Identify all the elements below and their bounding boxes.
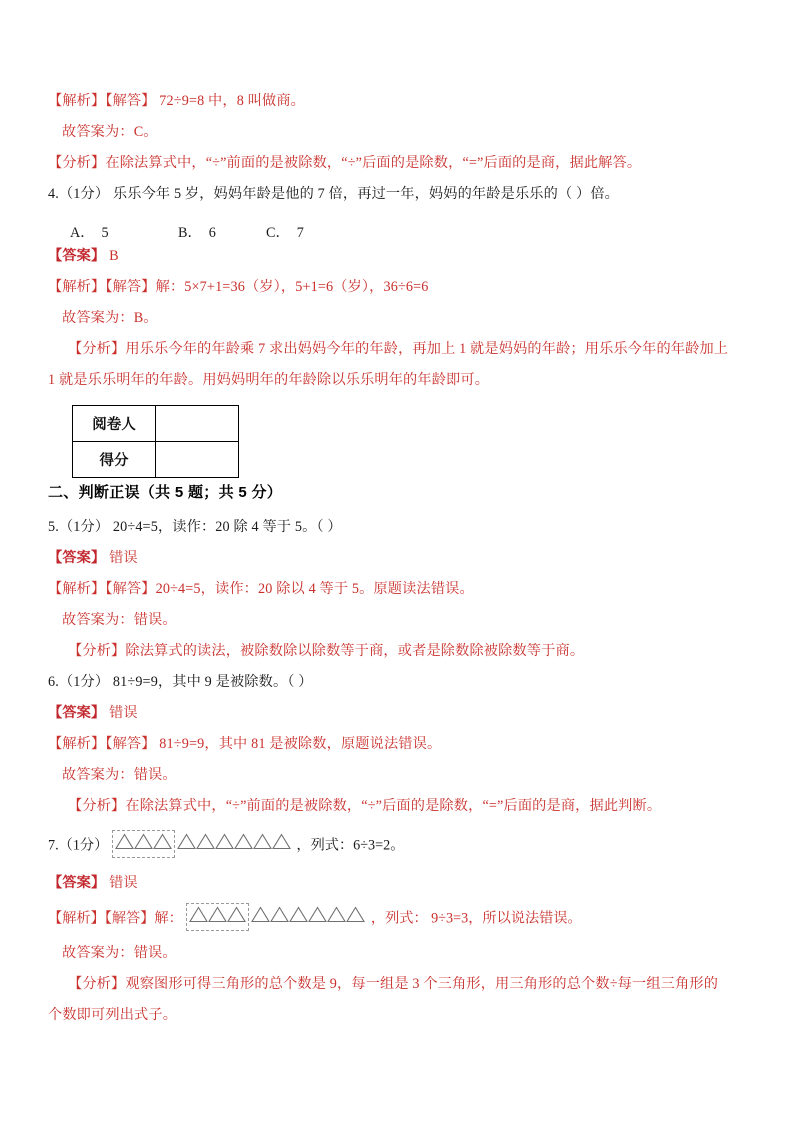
triangle-icon: [153, 833, 172, 857]
content-column: [48, 86, 748, 396]
question-7-answer-line: 故答案为：错误。: [62, 945, 177, 961]
triangle-icon: [215, 833, 234, 857]
question-4-explanation: 【解析】【解答】解：5×7+1=36（岁），5+1=6（岁），36÷6=6: [48, 279, 429, 295]
q3-analysis-line: 【分析】在除法算式中，“÷”前面的是被除数，“÷”后面的是除数，“=”后面的是商，据此解答。: [48, 155, 642, 171]
answer-value: B: [109, 248, 119, 264]
question-5-explanation: 【解析】【解答】20÷4=5，读作：20 除以 4 等于 5。原题读法错误。: [48, 581, 474, 597]
question-7-explain-prefix: 【解析】【解答】解：: [48, 910, 183, 927]
question-6-answer: [48, 698, 748, 729]
triangle-icon: [251, 906, 270, 930]
question-7-explain-suffix: ，列式： 9÷3=3，所以说法错误。: [370, 910, 582, 927]
triangle-group-boxed: [112, 830, 175, 858]
question-6-explanation: 【解析】【解答】 81÷9=9，其中 81 是被除数，原题说法错误。: [48, 736, 442, 752]
triangle-icon: [189, 906, 208, 930]
question-7-stem: [48, 832, 404, 860]
grader-label-cell: 阅卷人: [73, 406, 156, 442]
triangle-icon: [289, 906, 308, 930]
question-4-analysis-line2: 1 就是乐乐明年的年龄。用妈妈明年的年龄除以乐乐明年的年龄即可。: [48, 372, 490, 388]
q3-answer-line: 故答案为：C。: [62, 124, 158, 140]
triangle-icon: [346, 906, 365, 930]
grader-value-cell[interactable]: [156, 406, 239, 442]
question-7-answer: [48, 868, 748, 899]
answer-value: 错误: [109, 705, 138, 721]
question-5-analysis-line: 【分析】除法算式的读法，被除数除以除数等于商，或者是除数除被除数等于商。: [68, 643, 585, 659]
answer-label: 【答案】: [48, 248, 106, 264]
answer-label: 【答案】: [48, 875, 106, 891]
answer-label: 【答案】: [48, 550, 106, 566]
triangle-icon: [234, 833, 253, 857]
option-c[interactable]: [266, 222, 304, 242]
content-column-2: [48, 512, 748, 822]
score-value-cell[interactable]: [156, 442, 239, 478]
question-5-answer: [48, 543, 748, 574]
grader-score-table: [72, 405, 239, 478]
option-a-key: A．: [70, 225, 95, 241]
question-4-answer: [48, 241, 748, 272]
question-5-answer-line: 故答案为：错误。: [62, 612, 177, 628]
question-4-analysis-line1: 【分析】用乐乐今年的年龄乘 7 求出妈妈今年的年龄，再加上 1 就是妈妈的年龄；用乐乐今年的年龄加上: [68, 341, 729, 357]
table-row: [73, 406, 239, 442]
answer-label: 【答案】: [48, 705, 106, 721]
question-6-answer-line: 故答案为：错误。: [62, 767, 177, 783]
option-a[interactable]: [70, 222, 109, 242]
triangle-group-boxed: [186, 903, 249, 931]
option-b-key: B．: [178, 225, 202, 241]
triangle-group-loose: [175, 831, 293, 857]
triangle-icon: [177, 833, 196, 857]
triangle-icon: [270, 906, 289, 930]
triangle-group-loose: [249, 904, 367, 930]
triangle-icon: [115, 833, 134, 857]
triangle-icon: [208, 906, 227, 930]
question-5-stem: 5.（1分） 20÷4=5，读作：20 除 4 等于 5。（ ）: [48, 519, 342, 535]
triangle-figure-solution: [186, 903, 367, 931]
question-7-suffix: ，列式：6÷3=2。: [296, 837, 405, 854]
option-a-value: 5: [101, 225, 109, 241]
answer-value: 错误: [109, 550, 138, 566]
option-b[interactable]: [178, 222, 216, 242]
question-7-analysis-line1: 【分析】观察图形可得三角形的总个数是 9，每一组是 3 个三角形，用三角形的总个数÷每一组三角形的: [68, 976, 719, 992]
triangle-icon: [272, 833, 291, 857]
answer-value: 错误: [109, 875, 138, 891]
triangle-icon: [253, 833, 272, 857]
question-6-analysis-line: 【分析】在除法算式中，“÷”前面的是被除数，“÷”后面的是除数，“=”后面的是商，据此判断。: [68, 798, 662, 814]
triangle-icon: [227, 906, 246, 930]
option-c-key: C．: [266, 225, 290, 241]
triangle-icon: [308, 906, 327, 930]
section-2-heading: 二、判断正误（共 5 题；共 5 分）: [48, 484, 283, 501]
content-column-4: [48, 938, 748, 1031]
question-4-stem: 4.（1分） 乐乐今年 5 岁，妈妈年龄是他的 7 倍，再过一年，妈妈的年龄是乐乐的（ ）倍。: [48, 186, 620, 202]
question-7-explanation: [48, 905, 582, 933]
table-row: [73, 442, 239, 478]
question-6-stem: 6.（1分） 81÷9=9，其中 9 是被除数。（ ）: [48, 674, 313, 690]
triangle-icon: [196, 833, 215, 857]
question-4-options-spacer: [48, 210, 748, 241]
triangle-icon: [327, 906, 346, 930]
question-7-analysis-line2: 个数即可列出式子。: [48, 1007, 178, 1023]
triangle-figure-question: [112, 830, 293, 858]
triangle-icon: [134, 833, 153, 857]
q3-explanation-line: 【解析】【解答】 72÷9=8 中，8 叫做商。: [48, 93, 306, 109]
question-4-answer-line: 故答案为：B。: [62, 310, 158, 326]
option-b-value: 6: [208, 225, 216, 241]
question-7-prefix: 7.（1分）: [48, 837, 109, 854]
option-c-value: 7: [296, 225, 304, 241]
score-label-cell: 得分: [73, 442, 156, 478]
content-column-3: [48, 868, 748, 899]
